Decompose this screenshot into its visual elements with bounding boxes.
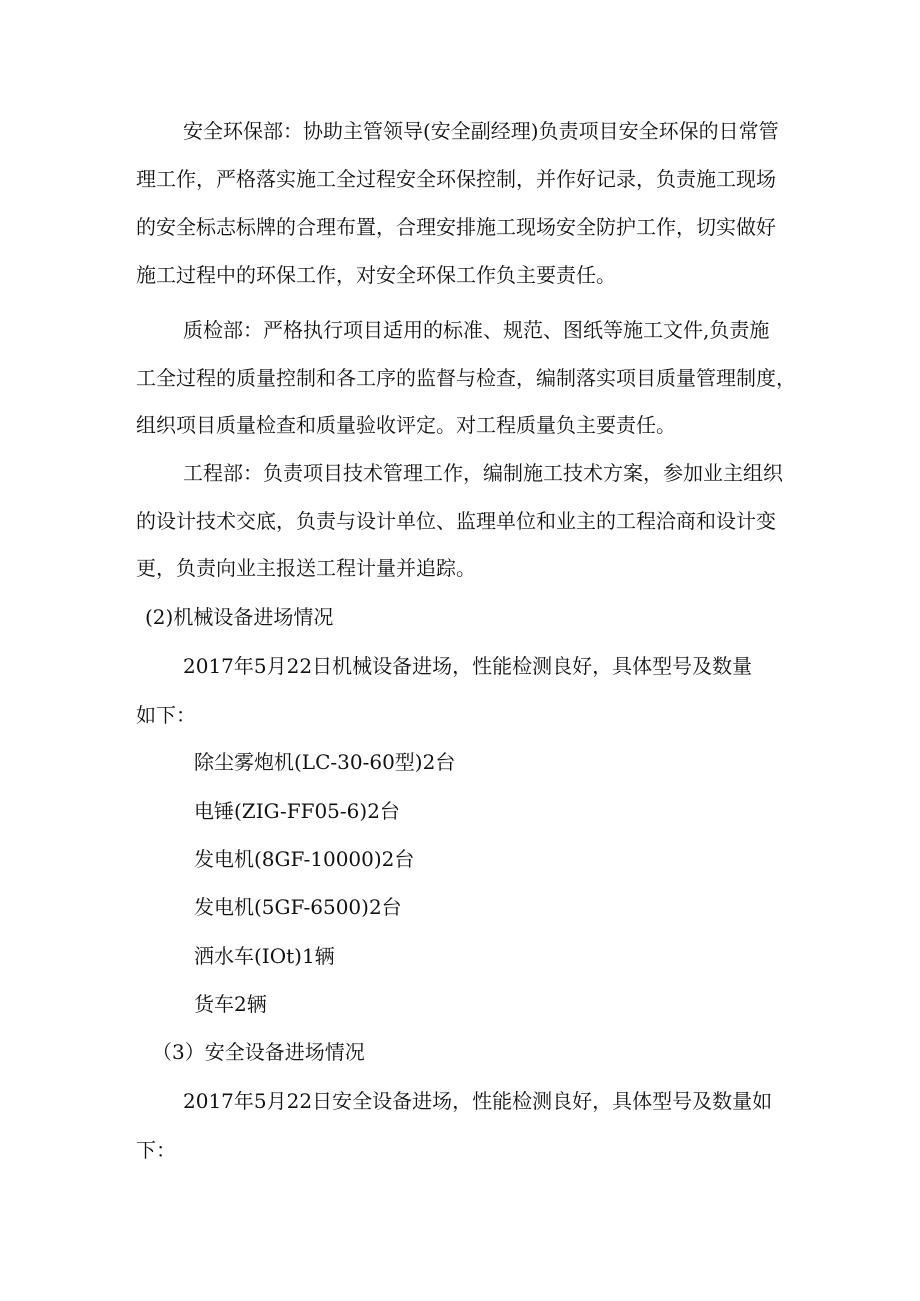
- equipment-item: 货车2辆: [194, 992, 267, 1016]
- text-line: 质检部：严格执行项目适用的标准、规范、图纸等施工文件,负责施: [183, 318, 770, 342]
- text-line: 2017年5月22日安全设备进场，性能检测良好，具体型号及数量如: [183, 1089, 773, 1113]
- text-line: 的设计技术交底，负责与设计单位、监理单位和业主的工程洽商和设计变: [136, 509, 776, 533]
- text-line: 下：: [136, 1138, 176, 1162]
- section-heading: (2)机械设备进场情况: [145, 605, 334, 629]
- equipment-item: 除尘雾炮机(LC-30-60型)2台: [194, 750, 456, 774]
- text-line: 组织项目质量检查和质量验收评定。对工程质量负主要责任。: [136, 413, 676, 437]
- text-line: 的安全标志标牌的合理布置，合理安排施工现场安全防护工作，切实做好: [136, 215, 776, 239]
- text-line: 安全环保部：协助主管领导(安全副经理)负责项目安全环保的日常管: [183, 119, 779, 143]
- text-line: 2017年5月22日机械设备进场，性能检测良好，具体型号及数量: [183, 654, 753, 678]
- text-line: 工程部：负责项目技术管理工作，编制施工技术方案，参加业主组织: [183, 461, 783, 485]
- equipment-item: 洒水车(IOt)1辆: [194, 944, 335, 968]
- text-line: 工全过程的质量控制和各工序的监督与检查，编制落实项目质量管理制度，: [136, 366, 796, 390]
- text-line: 更，负责向业主报送工程计量并追踪。: [136, 556, 476, 580]
- equipment-item: 发电机(8GF-10000)2台: [194, 847, 415, 871]
- equipment-item: 电锤(ZIG-FF05-6)2台: [194, 799, 400, 823]
- section-heading: （3）安全设备进场情况: [152, 1040, 365, 1064]
- text-line: 施工过程中的环保工作，对安全环保工作负主要责任。: [136, 263, 616, 287]
- equipment-item: 发电机(5GF-6500)2台: [194, 895, 402, 919]
- text-line: 理工作，严格落实施工全过程安全环保控制，并作好记录，负责施工现场: [136, 167, 776, 191]
- text-line: 如下：: [136, 703, 196, 727]
